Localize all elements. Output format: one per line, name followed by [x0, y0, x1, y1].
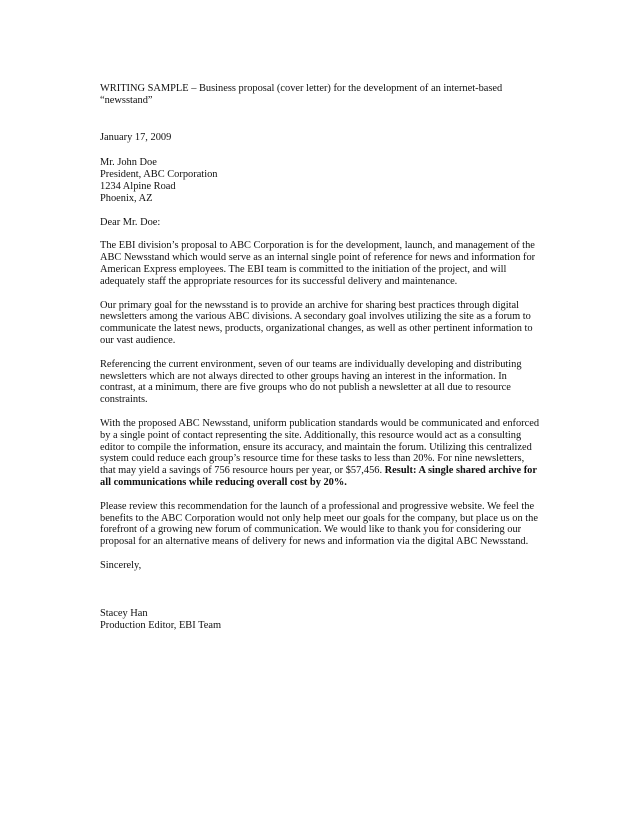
paragraph-proposal: The EBI division’s proposal to ABC Corporation is for the development, launch, and management of the ABC Newsstand which would serve as an internal single point of reference for news and information for American Express employees. The EBI team is committed to the initiation of the project, and will adequately staff the appropriate resources for its successful delivery and maintenance.	[100, 240, 536, 287]
paragraph-standards-result: Result: A single shared archive for all communications while reducing overall cost by 20%.	[100, 465, 537, 488]
letter-date: January 17, 2009	[100, 131, 172, 143]
recipient-title: President, ABC Corporation	[100, 169, 218, 181]
paragraph-recommendation: Please review this recommendation for the launch of a professional and progressive website. We feel the benefits to the ABC Corporation would not only help meet our goals for the company, but place us on the forefront of a growing new forum of communication. We would like to thank you for considering our proposal for an alternative means of delivery for news and information via the digital ABC Newsstand.	[100, 500, 538, 548]
paragraph-standards	[100, 418, 542, 489]
paragraph-standards-text: With the proposed ABC Newsstand, uniform publication standards would be communicated and enforced by a single point of contact representing the site. Additionally, this resource would act as a consulting editor to compile the information, ensure its accuracy, and maintain the forum. Utilizing this centralized system could reduce each group’s resource time for these tasks to less than 20%. For nine newsletters, that may yield a savings of 756 resource hours per year, or $57,456.	[100, 417, 540, 477]
signature-title: Production Editor, EBI Team	[100, 619, 222, 631]
closing: Sincerely,	[100, 559, 142, 571]
recipient-street: 1234 Alpine Road	[100, 180, 176, 192]
signature-name: Stacey Han	[100, 607, 148, 619]
salutation: Dear Mr. Doe:	[100, 216, 161, 228]
paragraph-goals: Our primary goal for the newsstand is to provide an archive for sharing best practices through digital newsletters among the various ABC divisions. A secondary goal involves utilizing the site as a forum to communicate the latest news, products, organizational changes, as well as other pertinent information to our vast audience.	[100, 299, 533, 346]
signature-block	[100, 608, 542, 632]
letter-heading: WRITING SAMPLE – Business proposal (cover letter) for the development of an internet-based “newsstand”	[100, 83, 503, 106]
recipient-name: Mr. John Doe	[100, 157, 157, 169]
recipient-address	[100, 157, 542, 204]
paragraph-environment: Referencing the current environment, seven of our teams are individually developing and distributing newsletters which are not always directed to other groups having an interest in the information. In contrast, at a minimum, there are five groups who do not publish a newsletter at all due to resource constraints.	[100, 358, 522, 406]
recipient-city: Phoenix, AZ	[100, 192, 153, 204]
cover-letter	[100, 83, 542, 631]
